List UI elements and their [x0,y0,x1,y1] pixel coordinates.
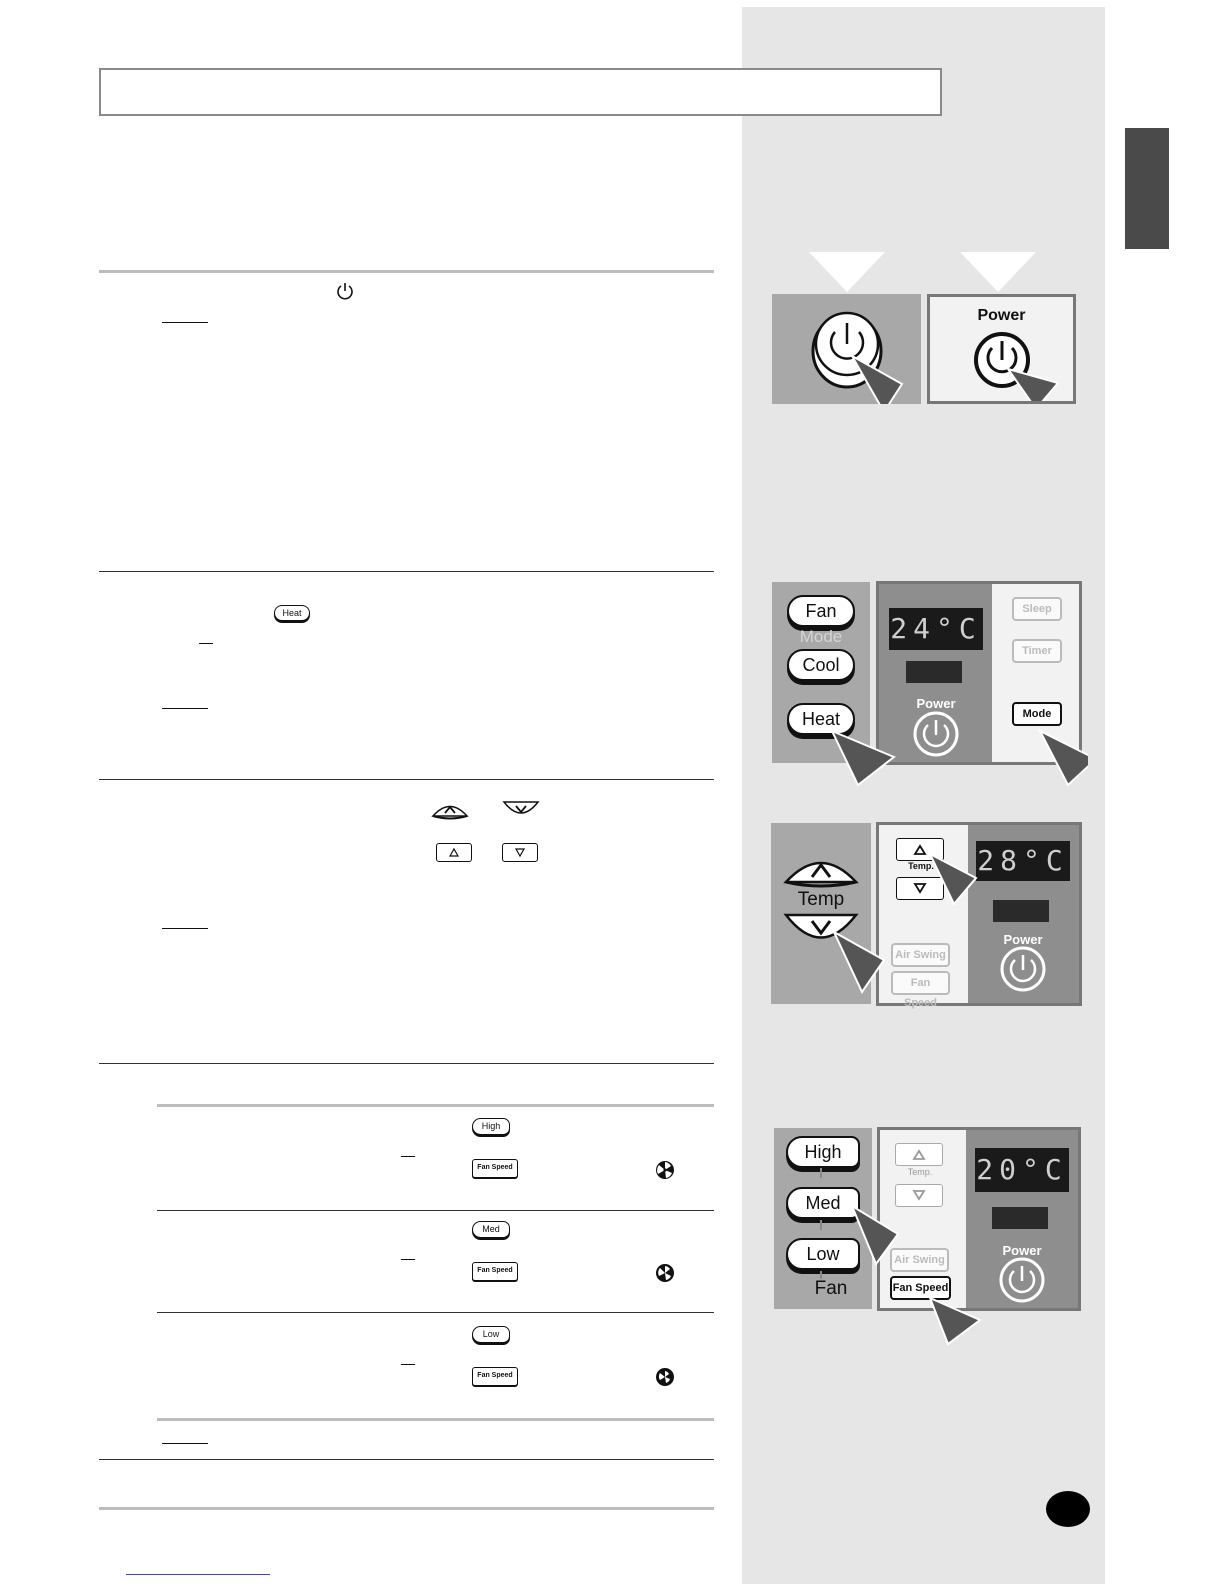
down-arrow-icon [502,843,538,862]
section-divider [99,571,714,572]
section-divider [99,779,714,780]
note-underline [162,322,208,323]
fan-speed-button-icon: Fan Speed [472,1262,518,1281]
dash-mark [401,1156,415,1157]
indicator-wedge [809,252,885,292]
fan-speed-button-icon: Fan Speed [472,1159,518,1178]
lcd-secondary [993,900,1049,922]
mode-label: Mode [799,627,843,646]
section-divider [99,270,714,273]
page-number-badge [1046,1491,1090,1527]
section-divider [99,1507,714,1510]
power-label: Power [1002,1243,1042,1258]
pointer-hands [826,842,986,1002]
power-icon[interactable] [998,1256,1046,1304]
temp-label: Temp [797,889,845,910]
section-divider [99,1459,714,1460]
note-underline [162,708,208,709]
med-button-icon: Med [472,1221,510,1238]
remote-power-panel [772,294,921,404]
footer-link-line [126,1574,270,1575]
lcd-secondary [992,1207,1048,1229]
air-swing-button[interactable]: Air Swing [891,943,950,967]
fan-mode-button[interactable]: Fan [787,595,855,627]
power-label: Power [1003,932,1043,947]
pointer-hands [828,727,1088,787]
unit-power-panel [927,294,1076,404]
lcd-secondary [906,661,962,683]
table-top-rule [157,1104,714,1107]
down-arrow-icon [501,799,541,821]
indicator-wedge [960,252,1036,292]
dash-mark [199,643,213,644]
lcd-display: 24°C [889,608,983,650]
fan-icon [655,1367,675,1387]
high-button-icon: High [472,1118,510,1135]
table-bottom-rule [157,1418,714,1421]
mode-button[interactable]: Mode [1012,702,1062,726]
note-underline [162,928,208,929]
lcd-display: 28°C [976,841,1070,881]
lcd-display: 20°C [975,1148,1069,1192]
fan-icon [655,1263,675,1283]
fan-speed-button-icon: Fan Speed [472,1367,518,1386]
temp-up-small-button[interactable] [895,1143,943,1166]
fan-speed-button[interactable]: Fan Speed [890,1276,951,1300]
up-arrow-icon [436,843,472,862]
power-label: Power [977,307,1026,324]
heat-button-icon: Heat [274,605,310,621]
sidebar-background [742,7,1105,1584]
power-label: Power [916,696,956,711]
med-fan-button[interactable]: Med [786,1187,860,1219]
pointer-hands [848,1196,988,1346]
dash-mark [401,1259,415,1260]
temp-small-label: Temp. [907,1167,933,1177]
air-swing-button[interactable]: Air Swing [890,1248,949,1272]
power-icon [335,281,355,301]
temp-small-label: Temp. [908,861,934,871]
page-title-box [99,68,942,116]
dash-mark [401,1364,415,1365]
up-arrow-icon [430,799,470,821]
timer-button[interactable]: Timer [1012,639,1062,663]
fan-label: Fan [814,1278,848,1299]
section-divider [99,1063,714,1064]
heat-mode-button[interactable]: Heat [787,703,855,735]
note-underline [162,1443,208,1444]
sleep-button[interactable]: Sleep [1012,597,1062,621]
section-tab [1125,128,1169,249]
fan-speed-button[interactable]: Fan Speed [891,971,950,995]
table-row-divider [157,1210,714,1211]
low-button-icon: Low [472,1326,510,1343]
fan-icon [655,1160,675,1180]
high-fan-button[interactable]: High [786,1136,860,1168]
power-icon[interactable] [999,945,1047,993]
cool-mode-button[interactable]: Cool [787,649,855,681]
low-fan-button[interactable]: Low [786,1238,860,1270]
table-row-divider [157,1312,714,1313]
